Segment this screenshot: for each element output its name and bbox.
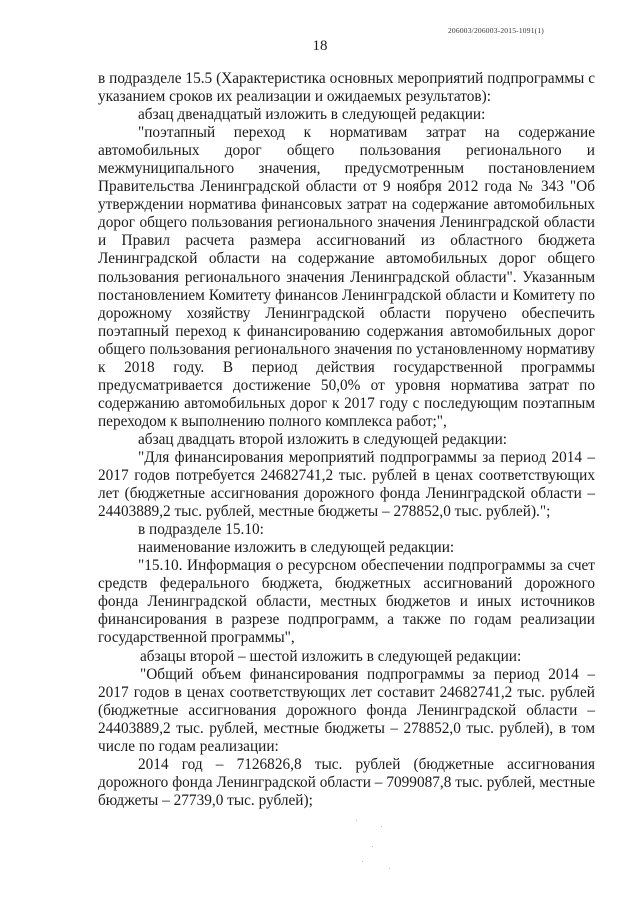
scan-speck [372, 846, 373, 847]
scan-speck [362, 861, 363, 862]
body-paragraph: "поэтапный переход к нормативам затрат на содержание автомобильных дорог общего пользования регионального и межмуниципального значения, предусмотренным постановлением Правительства Ленинградской области от 9 ноября 2012 года № 343 "Об утверждении норматива финансовых затрат на содержание автомобильных дорог общего пользования регионального значения Ленинградской области и Правил расчета размера ассигнований из областного бюджета Ленинградской области на содержание автомобильных дорог общего пользования регионального значения Ленинградской области". Указанным постановлением Комитету финансов Ленинградской области и Комитету по дорожному хозяйству Ленинградской области поручено обеспечить поэтапный переход к финансированию содержания автомобильных дорог общего пользования регионального значения по установленному нормативу к 2018 году. В период действия государственной программы предусматривается достижение 50,0% от уровня норматива затрат по содержанию автомобильных дорог к 2017 году с последующим поэтапным переходом к выполнению полного комплекса работ;", [98, 124, 595, 430]
document-registration-code: 206003/206003-2015-1091(1) [447, 26, 544, 35]
document-body [98, 70, 595, 810]
body-paragraph: абзац двадцать второй изложить в следующей редакции: [138, 430, 508, 448]
body-paragraph: наименование изложить в следующей редакции: [138, 539, 455, 557]
body-paragraph: "15.10. Информация о ресурсном обеспечении подпрограммы за счет средств федерального бюджета, бюджетных ассигнований дорожного фонда Ленинградской области, местных бюджетов и иных источников финансирования в разрезе подпрограмм, а также по годам реализации государственной программы", [98, 557, 595, 647]
body-paragraph: абзацы второй – шестой изложить в следующей редакции: [140, 647, 522, 665]
body-paragraph: в подразделе 15.10: [138, 521, 264, 539]
body-paragraph: "Для финансирования мероприятий подпрограммы за период 2014 – 2017 годов потребуется 24682741,2 тыс. рублей в ценах соответствующих лет (бюджетные ассигнования дорожного фонда Ленинградской области – 24403889,2 тыс. рублей, местные бюджеты – 278852,0 тыс. рублей)."; [98, 448, 595, 521]
scan-speck [356, 820, 357, 821]
body-paragraph: 2014 год – 7126826,8 тыс. рублей (бюджетные ассигнования дорожного фонда Ленинградской области – 7099087,8 тыс. рублей, местные бюджеты – 27739,0 тыс. рублей); [98, 755, 595, 809]
body-paragraph: абзац двенадцатый изложить в следующей редакции: [138, 106, 486, 124]
page-number: 18 [312, 38, 328, 54]
scan-speck [389, 868, 390, 869]
scan-speck [381, 826, 382, 827]
body-paragraph: "Общий объем финансирования подпрограммы за период 2014 – 2017 годов в ценах соответствующих лет составит 24682741,2 тыс. рублей (бюджетные ассигнования дорожного фонда Ленинградской области – 24403889,2 тыс. рублей, местные бюджеты – 278852,0 тыс. рублей), в том числе по годам реализации: [98, 665, 595, 755]
body-paragraph: в подразделе 15.5 (Характеристика основных мероприятий подпрограммы с указанием сроков их реализации и ожидаемых результатов): [98, 70, 595, 106]
